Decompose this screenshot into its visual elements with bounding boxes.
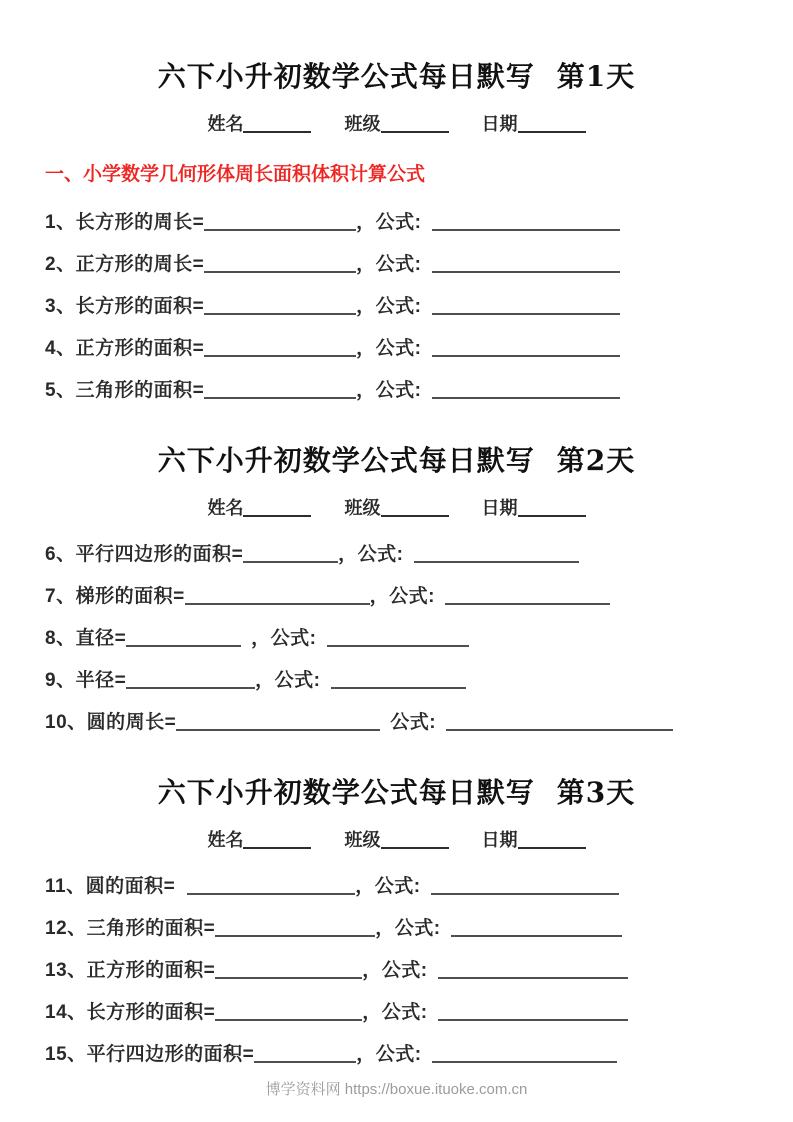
formula-item — [45, 908, 793, 950]
class-blank — [381, 847, 449, 849]
formula-item — [45, 370, 793, 412]
date-field — [482, 114, 586, 134]
name-label: 姓名 — [207, 498, 244, 518]
section-title — [0, 58, 793, 96]
worksheet-section-day2 — [0, 442, 793, 744]
title-main: 六下小升初数学公式每日默写 — [157, 776, 535, 809]
formula-item — [45, 950, 793, 992]
formula-blank — [451, 935, 622, 937]
section-heading: 一、小学数学几何形体周长面积体积计算公式 — [45, 164, 426, 185]
class-field — [345, 830, 449, 850]
item-label: 4、正方形的面积= — [45, 338, 205, 359]
section-title — [0, 442, 793, 480]
date-blank — [518, 131, 586, 133]
formula-sep: ，公式: — [255, 670, 321, 691]
item-label: 5、三角形的面积= — [45, 380, 205, 401]
formula-sep: 公式: — [390, 712, 437, 733]
formula-item — [45, 576, 793, 618]
date-blank — [518, 847, 586, 849]
item-label: 10、圆的周长= — [45, 712, 177, 733]
item-label: 2、正方形的周长= — [45, 254, 205, 275]
footer-watermark: 博学资料网 https://boxue.ituoke.com.cn — [265, 1081, 528, 1098]
class-field — [345, 498, 449, 518]
name-blank — [243, 515, 311, 517]
formula-item — [45, 1034, 793, 1076]
date-label: 日期 — [481, 114, 518, 134]
title-day: 第3天 — [556, 776, 636, 809]
formula-item — [45, 618, 793, 660]
answer-blank — [185, 603, 370, 605]
formula-sep: ，公式: — [356, 212, 422, 233]
class-blank — [381, 515, 449, 517]
date-field — [482, 830, 586, 850]
date-label: 日期 — [481, 498, 518, 518]
title-day: 第1天 — [556, 60, 636, 93]
date-blank — [518, 515, 586, 517]
class-label: 班级 — [344, 498, 381, 518]
answer-blank — [176, 729, 380, 731]
title-main: 六下小升初数学公式每日默写 — [157, 60, 535, 93]
name-field — [207, 114, 311, 134]
formula-item — [45, 244, 793, 286]
formula-blank — [331, 687, 466, 689]
formula-sep: ，公式: — [369, 586, 435, 607]
formula-sep: ，公式: — [251, 628, 317, 649]
formula-sep: ，公式: — [362, 1002, 428, 1023]
answer-blank — [204, 271, 356, 273]
answer-blank — [204, 313, 356, 315]
formula-blank — [432, 355, 620, 357]
item-label: 11、圆的面积= — [45, 876, 176, 897]
answer-blank — [126, 645, 241, 647]
worksheet-section-day3 — [0, 774, 793, 1076]
formula-blank — [432, 271, 620, 273]
item-label: 14、长方形的面积= — [45, 1002, 216, 1023]
formula-sep: ，公式: — [355, 876, 421, 897]
items-list-day3 — [45, 866, 793, 1076]
formula-sep: ，公式: — [375, 918, 441, 939]
answer-blank — [204, 355, 356, 357]
formula-blank — [438, 1019, 628, 1021]
student-info-line — [0, 112, 793, 136]
item-label: 1、长方形的周长= — [45, 212, 205, 233]
class-blank — [381, 131, 449, 133]
formula-blank — [445, 603, 610, 605]
formula-blank — [414, 561, 579, 563]
formula-blank — [446, 729, 673, 731]
formula-blank — [438, 977, 628, 979]
title-main: 六下小升初数学公式每日默写 — [157, 444, 535, 477]
answer-blank — [126, 687, 255, 689]
item-label: 7、梯形的面积= — [45, 586, 185, 607]
answer-blank — [215, 1019, 362, 1021]
item-label: 3、长方形的面积= — [45, 296, 205, 317]
formula-sep: ，公式: — [356, 338, 422, 359]
name-blank — [243, 131, 311, 133]
formula-blank — [327, 645, 469, 647]
name-blank — [243, 847, 311, 849]
name-label: 姓名 — [207, 114, 244, 134]
item-label: 12、三角形的面积= — [45, 918, 216, 939]
formula-item — [45, 866, 793, 908]
answer-blank — [215, 935, 375, 937]
item-label: 6、平行四边形的面积= — [45, 544, 244, 565]
title-day: 第2天 — [556, 444, 636, 477]
worksheet-section-day1 — [0, 58, 793, 412]
student-info-line — [0, 496, 793, 520]
class-label: 班级 — [344, 114, 381, 134]
formula-sep: ，公式: — [356, 1044, 422, 1065]
formula-item — [45, 286, 793, 328]
items-list-day2 — [45, 534, 793, 744]
formula-sep: ，公式: — [362, 960, 428, 981]
answer-blank — [254, 1061, 356, 1063]
formula-blank — [432, 397, 620, 399]
formula-item — [45, 202, 793, 244]
answer-blank — [243, 561, 338, 563]
answer-blank — [204, 397, 356, 399]
item-label: 13、正方形的面积= — [45, 960, 216, 981]
section-title — [0, 774, 793, 812]
item-label: 15、平行四边形的面积= — [45, 1044, 255, 1065]
formula-blank — [432, 229, 620, 231]
name-label: 姓名 — [207, 830, 244, 850]
date-field — [482, 498, 586, 518]
formula-item — [45, 992, 793, 1034]
formula-blank — [432, 1061, 617, 1063]
formula-blank — [431, 893, 619, 895]
formula-item — [45, 660, 793, 702]
class-field — [345, 114, 449, 134]
name-field — [207, 498, 311, 518]
answer-blank — [187, 893, 355, 895]
formula-item — [45, 534, 793, 576]
formula-sep: ，公式: — [356, 254, 422, 275]
items-list-day1 — [45, 202, 793, 412]
formula-item — [45, 328, 793, 370]
name-field — [207, 830, 311, 850]
student-info-line — [0, 828, 793, 852]
formula-sep: ，公式: — [338, 544, 404, 565]
formula-blank — [432, 313, 620, 315]
formula-item — [45, 702, 793, 744]
item-label: 9、半径= — [45, 670, 127, 691]
formula-sep: ，公式: — [356, 296, 422, 317]
item-label: 8、直径= — [45, 628, 127, 649]
answer-blank — [204, 229, 356, 231]
formula-sep: ，公式: — [356, 380, 422, 401]
date-label: 日期 — [481, 830, 518, 850]
class-label: 班级 — [344, 830, 381, 850]
answer-blank — [215, 977, 362, 979]
